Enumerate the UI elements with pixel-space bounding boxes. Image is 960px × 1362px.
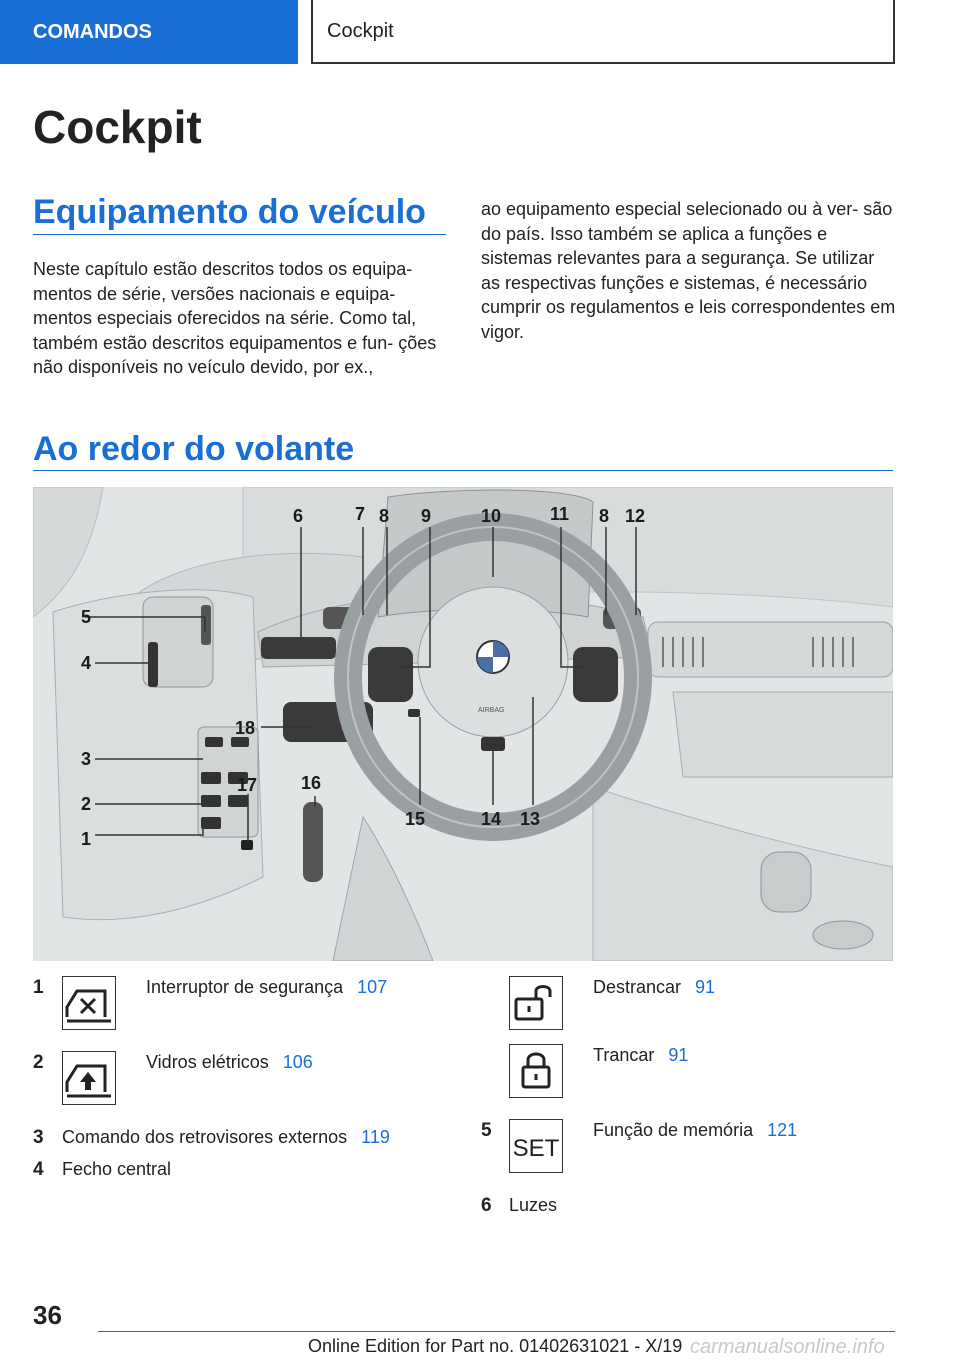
callout-3: 3 (81, 749, 92, 769)
legend-item: Interruptor de segurança 107 (146, 977, 388, 997)
callout-6: 6 (293, 506, 304, 526)
page-title: Cockpit (33, 101, 202, 153)
callout-7: 7 (355, 504, 366, 524)
legend-item: Destrancar 91 (593, 977, 716, 997)
set-icon (509, 1119, 563, 1173)
section-title-equipment: Equipamento do veículo (33, 193, 426, 231)
window-lock-icon (62, 976, 116, 1030)
footer-divider (98, 1331, 895, 1332)
callout-9: 9 (421, 506, 432, 526)
callout-14: 14 (481, 809, 502, 829)
airbag-label: AIRBAG (478, 707, 505, 714)
callout-16: 16 (301, 773, 322, 793)
callout-15: 15 (405, 809, 426, 829)
callout-17: 17 (237, 775, 258, 795)
callout-4: 4 (81, 653, 92, 673)
intro-paragraph-left: Neste capítulo estão descritos todos os equipa- mentos de série, versões nacionais e equipa- mentos especiais oferecidos na série. Como tal, também estão descritos equipamentos e fun- ções não disponíveis no veículo devido, por ex., (33, 259, 437, 378)
legend-number: 6 (481, 1195, 492, 1216)
callout-8-right: 8 (599, 506, 610, 526)
footer-edition: Online Edition for Part no. 01402631021 - X/19 (308, 1336, 683, 1356)
legend-item: Luzes (509, 1195, 558, 1215)
callout-8-left: 8 (379, 506, 390, 526)
legend-number: 5 (481, 1120, 492, 1141)
callout-10: 10 (481, 506, 502, 526)
section-title-steering: Ao redor do volante (33, 430, 355, 468)
header-chapter-label: Cockpit (327, 19, 394, 42)
watermark: carmanualsonline.info (690, 1336, 885, 1358)
page-ref-link[interactable]: 121 (767, 1120, 798, 1140)
legend-number: 4 (33, 1159, 44, 1180)
lock-icon (509, 1044, 563, 1098)
legend-number: 3 (33, 1127, 44, 1148)
page-number: 36 (33, 1300, 62, 1330)
callout-12: 12 (625, 506, 646, 526)
callout-11: 11 (550, 504, 570, 524)
legend-item: Função de memória 121 (593, 1120, 798, 1140)
page-ref-link[interactable]: 106 (282, 1052, 313, 1072)
page-ref-link[interactable]: 91 (695, 977, 716, 997)
section-divider (33, 234, 446, 235)
legend-item: Fecho central (62, 1159, 172, 1179)
callout-5: 5 (81, 607, 92, 627)
legend-number: 1 (33, 977, 44, 998)
page-ref-link[interactable]: 107 (357, 977, 388, 997)
legend-number: 2 (33, 1052, 44, 1073)
cockpit-drawing (33, 487, 893, 961)
set-icon-text: SET (512, 1135, 560, 1162)
page-ref-link[interactable]: 119 (361, 1127, 390, 1147)
intro-paragraph-right: ao equipamento especial selecionado ou à ver- são do país. Isso também se aplica a funções e sistemas relevantes para a segurança. Se utilizar as respectivas funções e sistemas, é necessário cumprir os regulamentos e leis correspondentes em vigor. (481, 199, 896, 342)
unlock-icon (509, 976, 563, 1030)
header-section-label: COMANDOS (33, 20, 152, 43)
legend-item: Comando dos retrovisores externos 119 (62, 1127, 390, 1147)
callout-2: 2 (81, 794, 92, 814)
callout-1: 1 (81, 829, 92, 849)
callout-13: 13 (520, 809, 541, 829)
section-divider (33, 470, 893, 471)
legend-item: Trancar 91 (593, 1045, 689, 1065)
cockpit-illustration (33, 487, 893, 961)
callout-18: 18 (235, 718, 256, 738)
legend-item: Vidros elétricos 106 (146, 1052, 313, 1072)
power-window-icon (62, 1051, 116, 1105)
header-section-tab (0, 0, 298, 64)
page-ref-link[interactable]: 91 (668, 1045, 689, 1065)
header-chapter-tab (311, 0, 895, 64)
